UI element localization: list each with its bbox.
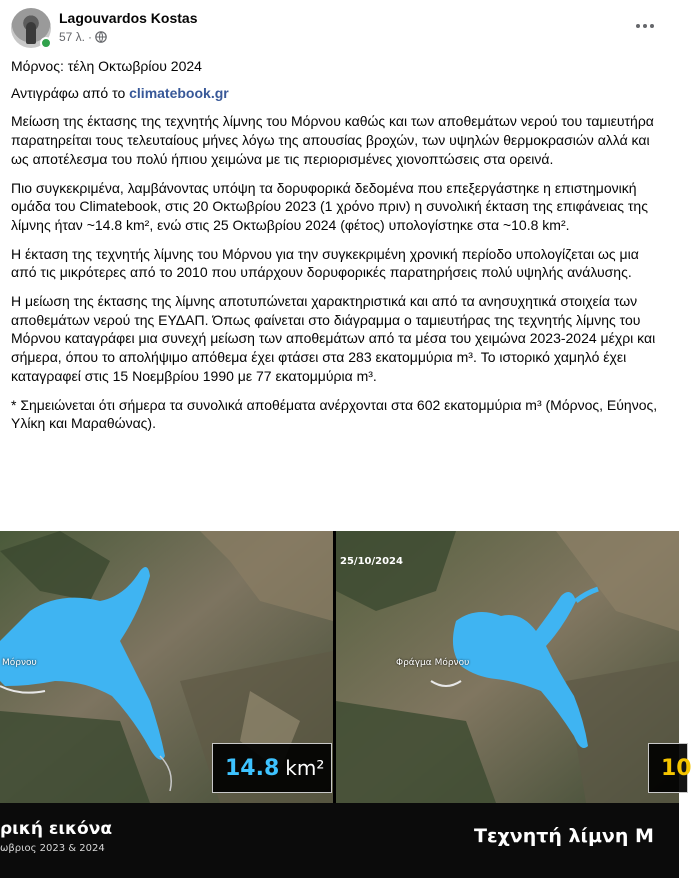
satellite-image-2023	[0, 531, 333, 803]
area-box-left	[212, 743, 332, 793]
area-value-2023: 14.8	[225, 755, 280, 781]
caption-right: Τεχνητή λίμνη Μ	[474, 825, 654, 847]
dam-label-right: Φράγμα Μόρνου	[396, 658, 470, 668]
post-meta	[59, 30, 107, 44]
post-time[interactable]: 57 λ.	[59, 30, 86, 44]
author-name[interactable]: Lagouvardos Kostas	[59, 10, 198, 26]
copy-prefix: Αντιγράφω από το	[11, 84, 130, 101]
paragraph-5: * Σημειώνεται ότι σήμερα τα συνολικά αποθέματα ανέρχονται στα 602 εκατομμύρια m³ (Μόρνος, Εύηνος, Υλίκη και Μαραθώνας).	[11, 396, 658, 432]
post-header	[11, 8, 671, 50]
caption-left-sub: ωβριος 2023 & 2024	[0, 843, 105, 854]
online-status-icon	[40, 37, 52, 49]
satellite-image-2024	[336, 531, 692, 803]
post-headline: Μόρνος: τέλη Οκτωβρίου 2024	[11, 58, 202, 74]
post-image[interactable]	[0, 531, 692, 878]
globe-icon	[95, 31, 107, 43]
more-options-icon[interactable]	[633, 14, 657, 38]
meta-separator: ·	[88, 30, 93, 44]
dam-label-left: Μόρνου	[2, 658, 37, 668]
paragraph-1: Μείωση της έκτασης της τεχνητής λίμνης του Μόρνου καθώς και των αποθεμάτων νερού του ταμιευτήρα παρατηρείται τους τελευταίους μήνες λόγω της απουσίας βροχών, των υψηλών θερμοκρασιών αλλά και ως αποτέλεσμα του πολύ ήπιου χειμώνα με τις περιορισμένες χιονοπτώσεις στα ορεινά.	[11, 113, 654, 167]
copy-line	[11, 84, 667, 103]
paragraph-4: Η μείωση της έκτασης της λίμνης αποτυπώνεται χαρακτηριστικά και από τα ανησυχητικά στοιχεία των αποθεμάτων νερού της ΕΥΔΑΠ. Όπως φαίνεται στο διάγραμμα ο ταμιευτήρας της τεχνητής λίμνης του Μόρνου καταγράφει μια συνεχή μείωση των αποθεμάτων από τα μέσα του χειμώνα 2023-2024 μέχρι και σήμερα, όπου το απολήψιμο απόθεμα έχει φτάσει στα 283 εκατομμύρια m³. Το ιστορικό χαμηλό έχει καταγραφεί στις 15 Νοεμβρίου 1990 με 77 εκατομμύρια m³.	[11, 293, 656, 384]
post-text	[11, 57, 667, 443]
area-unit-2023: km²	[285, 756, 325, 780]
caption-left: ρική εικόνα	[0, 819, 112, 839]
image-date-2024: 25/10/2024	[340, 556, 403, 567]
climatebook-link[interactable]: climatebook.gr	[129, 84, 229, 101]
paragraph-2: Πιο συγκεκριμένα, λαμβάνοντας υπόψη τα δορυφορικά δεδομένα που επεξεργάστηκε η επιστημονική ομάδα του Climatebook, στις 20 Οκτωβρίου 2023 (1 χρόνο πριν) η συνολική έκταση της επιφάνειας της λίμνης ήταν ~14.8 km², ενώ στις 25 Οκτωβρίου 2024 (φέτος) υπολογίστηκε στα ~10.8 km².	[11, 179, 648, 233]
area-value-2024: 10	[661, 755, 692, 781]
paragraph-3: Η έκταση της τεχνητής λίμνης του Μόρνου για την συγκεκριμένη χρονική περίοδο υπολογίζεται ως μια από τις μικρότερες από το 2010 που υπάρχουν δορυφορικές παρατηρήσεις πολύ υψηλής ανάλυσης.	[11, 245, 639, 281]
area-box-right	[648, 743, 692, 793]
